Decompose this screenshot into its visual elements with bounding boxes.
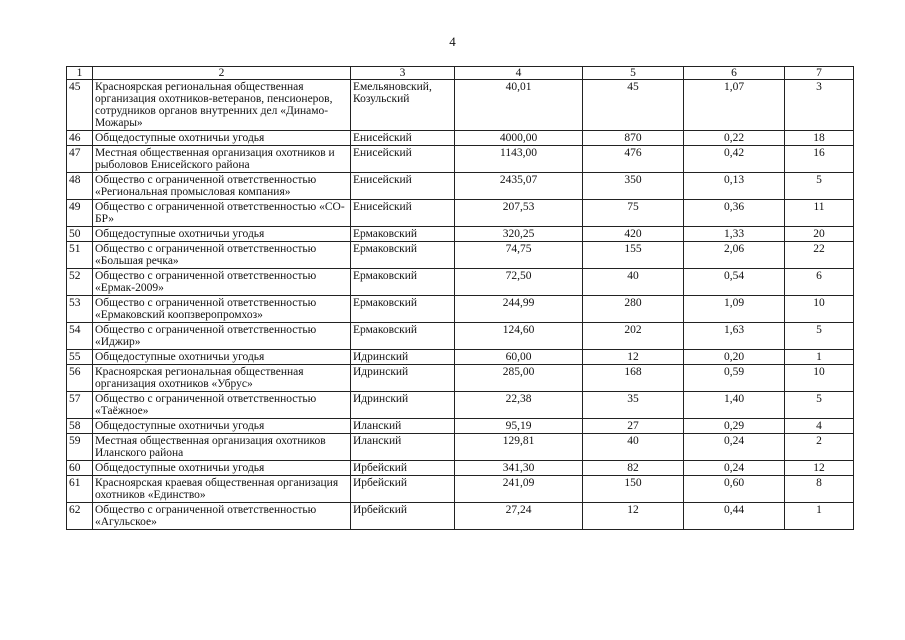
row-number: 52 (67, 269, 93, 296)
column-7-value: 10 (785, 365, 854, 392)
column-6-value: 1,40 (684, 392, 785, 419)
column-7-value: 5 (785, 323, 854, 350)
row-number: 45 (67, 80, 93, 131)
area-value: 285,00 (455, 365, 583, 392)
table-row (67, 350, 854, 365)
district-name: Ермаковский (351, 242, 455, 269)
organization-name: Общедоступные охотничьи угодья (93, 131, 351, 146)
column-5-value: 202 (583, 323, 684, 350)
column-7-value: 5 (785, 392, 854, 419)
organization-name: Красноярская региональная общественная организация охотников-ветеранов, пенсионеров, сотрудников органов внутренних дел «Динамо-Можары» (93, 80, 351, 131)
column-5-value: 870 (583, 131, 684, 146)
district-name: Ермаковский (351, 269, 455, 296)
organization-name: Общедоступные охотничьи угодья (93, 350, 351, 365)
column-7-value: 3 (785, 80, 854, 131)
column-7-value: 1 (785, 503, 854, 530)
column-6-value: 1,63 (684, 323, 785, 350)
table-row (67, 503, 854, 530)
column-6-value: 1,09 (684, 296, 785, 323)
row-number: 54 (67, 323, 93, 350)
column-6-value: 0,59 (684, 365, 785, 392)
table-row (67, 296, 854, 323)
column-5-value: 280 (583, 296, 684, 323)
row-number: 62 (67, 503, 93, 530)
column-7-value: 8 (785, 476, 854, 503)
district-name: Идринский (351, 392, 455, 419)
organization-name: Красноярская краевая общественная организация охотников «Единство» (93, 476, 351, 503)
column-5-value: 40 (583, 434, 684, 461)
organization-name: Общество с ограниченной ответственностью «Большая речка» (93, 242, 351, 269)
district-name: Иланский (351, 419, 455, 434)
table-row (67, 365, 854, 392)
column-6-value: 0,42 (684, 146, 785, 173)
table-row (67, 146, 854, 173)
area-value: 60,00 (455, 350, 583, 365)
column-7-value: 11 (785, 200, 854, 227)
column-6-value: 0,54 (684, 269, 785, 296)
organization-name: Общество с ограниченной ответственностью «Таёжное» (93, 392, 351, 419)
column-7-value: 10 (785, 296, 854, 323)
district-name: Енисейский (351, 200, 455, 227)
column-7-value: 16 (785, 146, 854, 173)
row-number: 46 (67, 131, 93, 146)
column-6-value: 0,29 (684, 419, 785, 434)
column-6-value: 0,20 (684, 350, 785, 365)
column-6-value: 0,24 (684, 434, 785, 461)
column-5-value: 150 (583, 476, 684, 503)
column-6-value: 0,36 (684, 200, 785, 227)
column-header: 1 (67, 67, 93, 80)
column-7-value: 12 (785, 461, 854, 476)
column-5-value: 168 (583, 365, 684, 392)
district-name: Ирбейский (351, 476, 455, 503)
organization-name: Общество с ограниченной ответственностью «Агульское» (93, 503, 351, 530)
column-5-value: 40 (583, 269, 684, 296)
district-name: Ермаковский (351, 296, 455, 323)
column-6-value: 0,44 (684, 503, 785, 530)
table-row (67, 419, 854, 434)
column-header: 5 (583, 67, 684, 80)
column-7-value: 2 (785, 434, 854, 461)
column-header: 4 (455, 67, 583, 80)
table-row (67, 227, 854, 242)
column-5-value: 27 (583, 419, 684, 434)
organization-name: Общество с ограниченной ответственностью «Региональная промысловая компания» (93, 173, 351, 200)
organization-name: Общедоступные охотничьи угодья (93, 419, 351, 434)
table-row (67, 461, 854, 476)
table-row (67, 434, 854, 461)
table-row (67, 323, 854, 350)
organization-name: Общество с ограниченной ответственностью «Ермаковский коопзверопромхоз» (93, 296, 351, 323)
table-row (67, 392, 854, 419)
area-value: 4000,00 (455, 131, 583, 146)
area-value: 95,19 (455, 419, 583, 434)
district-name: Енисейский (351, 173, 455, 200)
table-row (67, 269, 854, 296)
row-number: 61 (67, 476, 93, 503)
column-5-value: 12 (583, 350, 684, 365)
organization-name: Общедоступные охотничьи угодья (93, 227, 351, 242)
column-5-value: 35 (583, 392, 684, 419)
area-value: 124,60 (455, 323, 583, 350)
district-name: Енисейский (351, 146, 455, 173)
column-5-value: 75 (583, 200, 684, 227)
column-5-value: 155 (583, 242, 684, 269)
district-name: Идринский (351, 365, 455, 392)
row-number: 49 (67, 200, 93, 227)
column-header: 3 (351, 67, 455, 80)
district-name: Ирбейский (351, 503, 455, 530)
table-row (67, 80, 854, 131)
column-6-value: 0,22 (684, 131, 785, 146)
column-7-value: 18 (785, 131, 854, 146)
table-row (67, 242, 854, 269)
district-name: Енисейский (351, 131, 455, 146)
column-7-value: 1 (785, 350, 854, 365)
row-number: 47 (67, 146, 93, 173)
area-value: 22,38 (455, 392, 583, 419)
area-value: 341,30 (455, 461, 583, 476)
column-7-value: 5 (785, 173, 854, 200)
hunting-grounds-table (66, 66, 854, 530)
district-name: Ирбейский (351, 461, 455, 476)
area-value: 74,75 (455, 242, 583, 269)
row-number: 53 (67, 296, 93, 323)
header-row (67, 67, 854, 80)
organization-name: Общество с ограниченной ответственностью «Ермак-2009» (93, 269, 351, 296)
organization-name: Местная общественная организация охотников Иланского района (93, 434, 351, 461)
column-5-value: 82 (583, 461, 684, 476)
column-7-value: 6 (785, 269, 854, 296)
column-5-value: 12 (583, 503, 684, 530)
district-name: Емельяновский, Козульский (351, 80, 455, 131)
table-body (67, 80, 854, 530)
column-6-value: 0,24 (684, 461, 785, 476)
row-number: 51 (67, 242, 93, 269)
organization-name: Красноярская региональная общественная организация охотников «Убрус» (93, 365, 351, 392)
organization-name: Общество с ограниченной ответственностью «Иджир» (93, 323, 351, 350)
column-7-value: 4 (785, 419, 854, 434)
column-header: 7 (785, 67, 854, 80)
page-number: 4 (449, 34, 456, 49)
column-6-value: 1,07 (684, 80, 785, 131)
column-7-value: 22 (785, 242, 854, 269)
area-value: 241,09 (455, 476, 583, 503)
row-number: 58 (67, 419, 93, 434)
column-5-value: 350 (583, 173, 684, 200)
column-6-value: 0,60 (684, 476, 785, 503)
area-value: 40,01 (455, 80, 583, 131)
area-value: 207,53 (455, 200, 583, 227)
area-value: 2435,07 (455, 173, 583, 200)
table-row (67, 173, 854, 200)
row-number: 48 (67, 173, 93, 200)
row-number: 50 (67, 227, 93, 242)
district-name: Идринский (351, 350, 455, 365)
column-5-value: 420 (583, 227, 684, 242)
area-value: 27,24 (455, 503, 583, 530)
row-number: 55 (67, 350, 93, 365)
table-row (67, 476, 854, 503)
area-value: 244,99 (455, 296, 583, 323)
organization-name: Местная общественная организация охотников и рыболовов Енисейского района (93, 146, 351, 173)
district-name: Иланский (351, 434, 455, 461)
row-number: 56 (67, 365, 93, 392)
column-header: 2 (93, 67, 351, 80)
column-header: 6 (684, 67, 785, 80)
column-6-value: 0,13 (684, 173, 785, 200)
area-value: 129,81 (455, 434, 583, 461)
area-value: 1143,00 (455, 146, 583, 173)
column-6-value: 1,33 (684, 227, 785, 242)
district-name: Ермаковский (351, 227, 455, 242)
column-5-value: 476 (583, 146, 684, 173)
organization-name: Общедоступные охотничьи угодья (93, 461, 351, 476)
row-number: 57 (67, 392, 93, 419)
column-5-value: 45 (583, 80, 684, 131)
table-row (67, 131, 854, 146)
area-value: 320,25 (455, 227, 583, 242)
column-6-value: 2,06 (684, 242, 785, 269)
column-7-value: 20 (785, 227, 854, 242)
table-row (67, 200, 854, 227)
row-number: 60 (67, 461, 93, 476)
area-value: 72,50 (455, 269, 583, 296)
organization-name: Общество с ограниченной ответственностью «СО-БР» (93, 200, 351, 227)
row-number: 59 (67, 434, 93, 461)
district-name: Ермаковский (351, 323, 455, 350)
